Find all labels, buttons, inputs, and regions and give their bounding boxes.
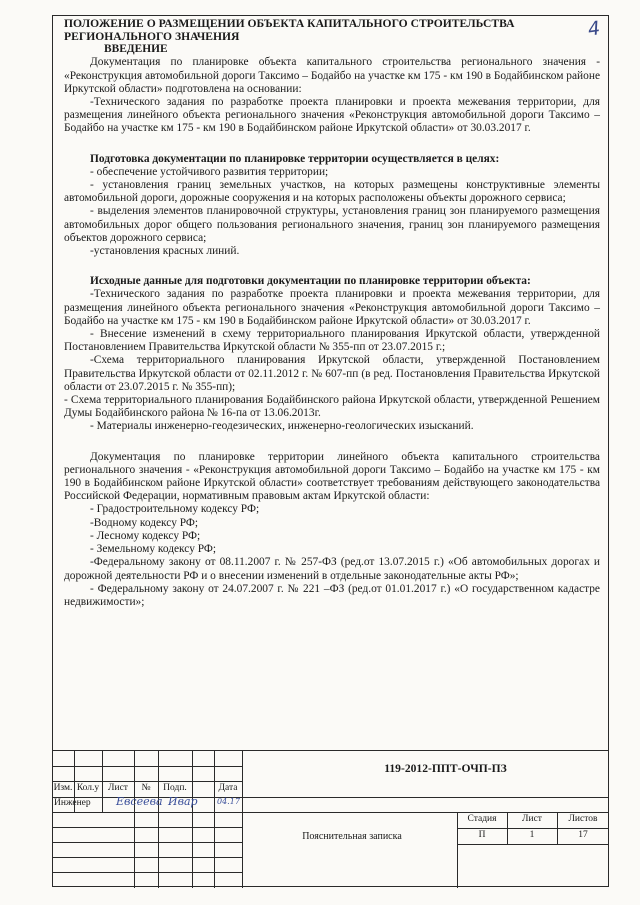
compliance-item: -Водному кодексу РФ; [90,516,199,529]
source-item: - Внесение изменений в схему территориального планирования Иркутской области, утвержденной Постановлением Правительства Иркутской области № 355-пп от 23.07.2015 г.; [64,328,600,354]
goals-item: - установления границ земельных участков, на которых размещены конструктивные элементы автомобильной дороги, дорожные сооружения и на которых расположены объекты дорожного сервиса; [64,179,600,205]
goals-item: -установления красных линий. [90,245,240,258]
sheet-value: 1 [529,830,535,840]
intro-paragraph: Документация по планировке объекта капитального строительства регионального значения - «Реконструкция автомобильной дороги Таксимо – Бодайбо на участке км 175 - км 190 в Бодайбинском районе Иркутской области» подготовлена на основании: [64,56,600,95]
signature-name: Евсеева [116,795,163,808]
header-list: Лист [108,783,128,793]
document-title-line1: ПОЛОЖЕНИЕ О РАЗМЕЩЕНИИ ОБЪЕКТА КАПИТАЛЬНОГО СТРОИТЕЛЬСТВА [64,17,515,30]
source-item: - Схема территориального планирования Бодайбинского района Иркутской области, утвержденной Решением Думы Бодайбинского района № 16-па от 13.06.2013г. [64,394,600,420]
role-label: Инженер [54,798,91,808]
compliance-item: - Федеральному закону от 24.07.2007 г. № 221 –ФЗ (ред.от 01.01.2017 г.) «О государственном кадастре недвижимости»; [64,582,600,608]
header-kol: Кол.у [76,783,100,793]
source-heading: Исходные данные для подготовки документации по планировке территории объекта: [90,275,531,288]
document-code: 119-2012-ППТ-ОЧП-ПЗ [384,762,507,775]
goals-item: - выделения элементов планировочной структуры, установления границ зон планируемого размещения автомобильных дорог общего пользования регионального значения, границ зон планируемого размещения объектов дорожного сервиса; [64,205,600,244]
intro-heading: ВВЕДЕНИЕ [104,43,168,56]
signature-mark: Ивар [168,795,198,808]
sheet-label: Лист [522,814,542,824]
goals-heading: Подготовка документации по планировке территории осуществляется в целях: [90,152,500,165]
source-item: -Технического задания по разработке проекта планировки и проекта межевания территории, для размещения линейного объекта регионального значения «Реконструкция автомобильной дороги Таксимо – Бодайбо на участке км 175 - км 190 в Бодайбинском районе Иркутской области» от 30.03.2017 г. [64,288,600,327]
header-signature: Подп. [163,783,187,793]
stage-label: Стадия [467,814,497,824]
goals-item: - обеспечение устойчивого развития территории; [90,165,329,178]
title-block [52,750,609,887]
sheets-value: 17 [578,830,588,840]
compliance-item: - Земельному кодексу РФ; [90,543,217,556]
compliance-paragraph: Документация по планировке территории линейного объекта капитального строительства регионального значения - «Реконструкция автомобильной дороги Таксимо – Бодайбо на участке км 175 - км 190 в Бодайбинском районе Иркутской области» соответствует требованиям действующего законодательства Российской Федерации, нормативным правовым актам Иркутской области: [64,450,600,503]
sheets-label: Листов [568,814,598,824]
source-item: -Схема территориального планирования Иркутской области, утвержденной Постановлением Правительства Иркутской области от 02.11.2012 г. № 607-пп (в ред. Постановления Правительства Иркутской области от 23.07.2015 г. № 355-пп); [64,354,600,393]
source-item: - Материалы инженерно-геодезических, инженерно-геологических изысканий. [90,420,474,433]
compliance-item: - Градостроительному кодексу РФ; [90,503,260,516]
sheet-name: Пояснительная записка [302,831,402,842]
document-body [64,18,600,609]
compliance-item: -Федеральному закону от 08.11.2007 г. № 257-ФЗ (ред.от 13.07.2015 г.) «Об автомобильных дорогах и дорожной деятельности РФ и о внесении изменений в отдельные законодательные акты РФ»; [64,556,600,582]
header-izm: Изм. [53,783,73,793]
compliance-item: - Лесному кодексу РФ; [90,529,201,542]
header-num: № [141,783,151,793]
stage-value: П [478,830,486,840]
document-title-line2: РЕГИОНАЛЬНОГО ЗНАЧЕНИЯ [64,29,240,43]
signature-date: 04.17 [217,797,240,806]
header-date: Дата [218,783,238,793]
handwritten-page-number: 4 [586,17,602,41]
intro-paragraph: -Технического задания по разработке проекта планировки и проекта межевания территории, для размещения линейного объекта регионального значения «Реконструкция автомобильной дороги Таксимо – Бодайбо на участке км 175 - км 190 в Бодайбинском районе Иркутской области» от 30.03.2017 г. [64,96,600,135]
